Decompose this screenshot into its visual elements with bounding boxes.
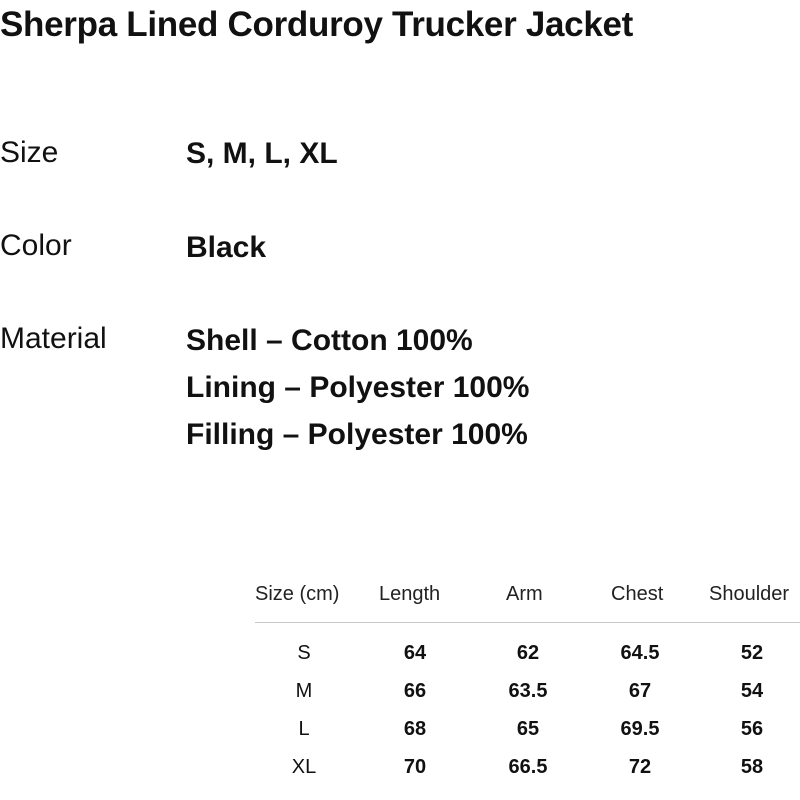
cell-chest: 69.5 (620, 718, 660, 740)
material-line-lining: Lining – Polyester 100% (186, 371, 530, 404)
cell-chest: 67 (628, 680, 652, 702)
spec-label-size: Size (0, 136, 59, 169)
cell-length: 68 (403, 718, 427, 740)
spec-value-size: S, M, L, XL (186, 137, 338, 170)
size-chart-header-row (255, 578, 800, 623)
cell-size: S (297, 642, 311, 664)
cell-chest: 72 (628, 756, 652, 778)
header-shoulder: Shoulder (709, 583, 790, 605)
cell-arm: 63.5 (508, 680, 548, 702)
product-title: Sherpa Lined Corduroy Trucker Jacket (0, 5, 634, 44)
cell-arm: 62 (516, 642, 540, 664)
size-chart-table (255, 578, 800, 787)
cell-shoulder: 52 (740, 642, 764, 664)
cell-size: XL (291, 756, 317, 778)
spec-value-color: Black (186, 231, 267, 264)
cell-shoulder: 56 (740, 718, 764, 740)
cell-length: 70 (403, 756, 427, 778)
header-arm: Arm (506, 583, 543, 605)
spec-label-material: Material (0, 322, 107, 355)
table-row (255, 749, 800, 787)
cell-length: 66 (403, 680, 427, 702)
header-length: Length (379, 583, 441, 605)
header-chest: Chest (611, 583, 664, 605)
header-size: Size (cm) (255, 583, 340, 605)
table-row (255, 635, 800, 673)
table-row (255, 673, 800, 711)
cell-chest: 64.5 (620, 642, 660, 664)
size-chart-body (255, 623, 800, 787)
cell-shoulder: 54 (740, 680, 764, 702)
cell-length: 64 (403, 642, 427, 664)
cell-size: L (298, 718, 310, 740)
spec-label-color: Color (0, 229, 72, 262)
material-line-shell: Shell – Cotton 100% (186, 324, 473, 357)
table-row (255, 711, 800, 749)
cell-arm: 66.5 (508, 756, 548, 778)
spec-value-material (186, 317, 529, 458)
cell-size: M (295, 680, 313, 702)
material-line-filling: Filling – Polyester 100% (186, 418, 528, 451)
cell-shoulder: 58 (740, 756, 764, 778)
cell-arm: 65 (516, 718, 540, 740)
